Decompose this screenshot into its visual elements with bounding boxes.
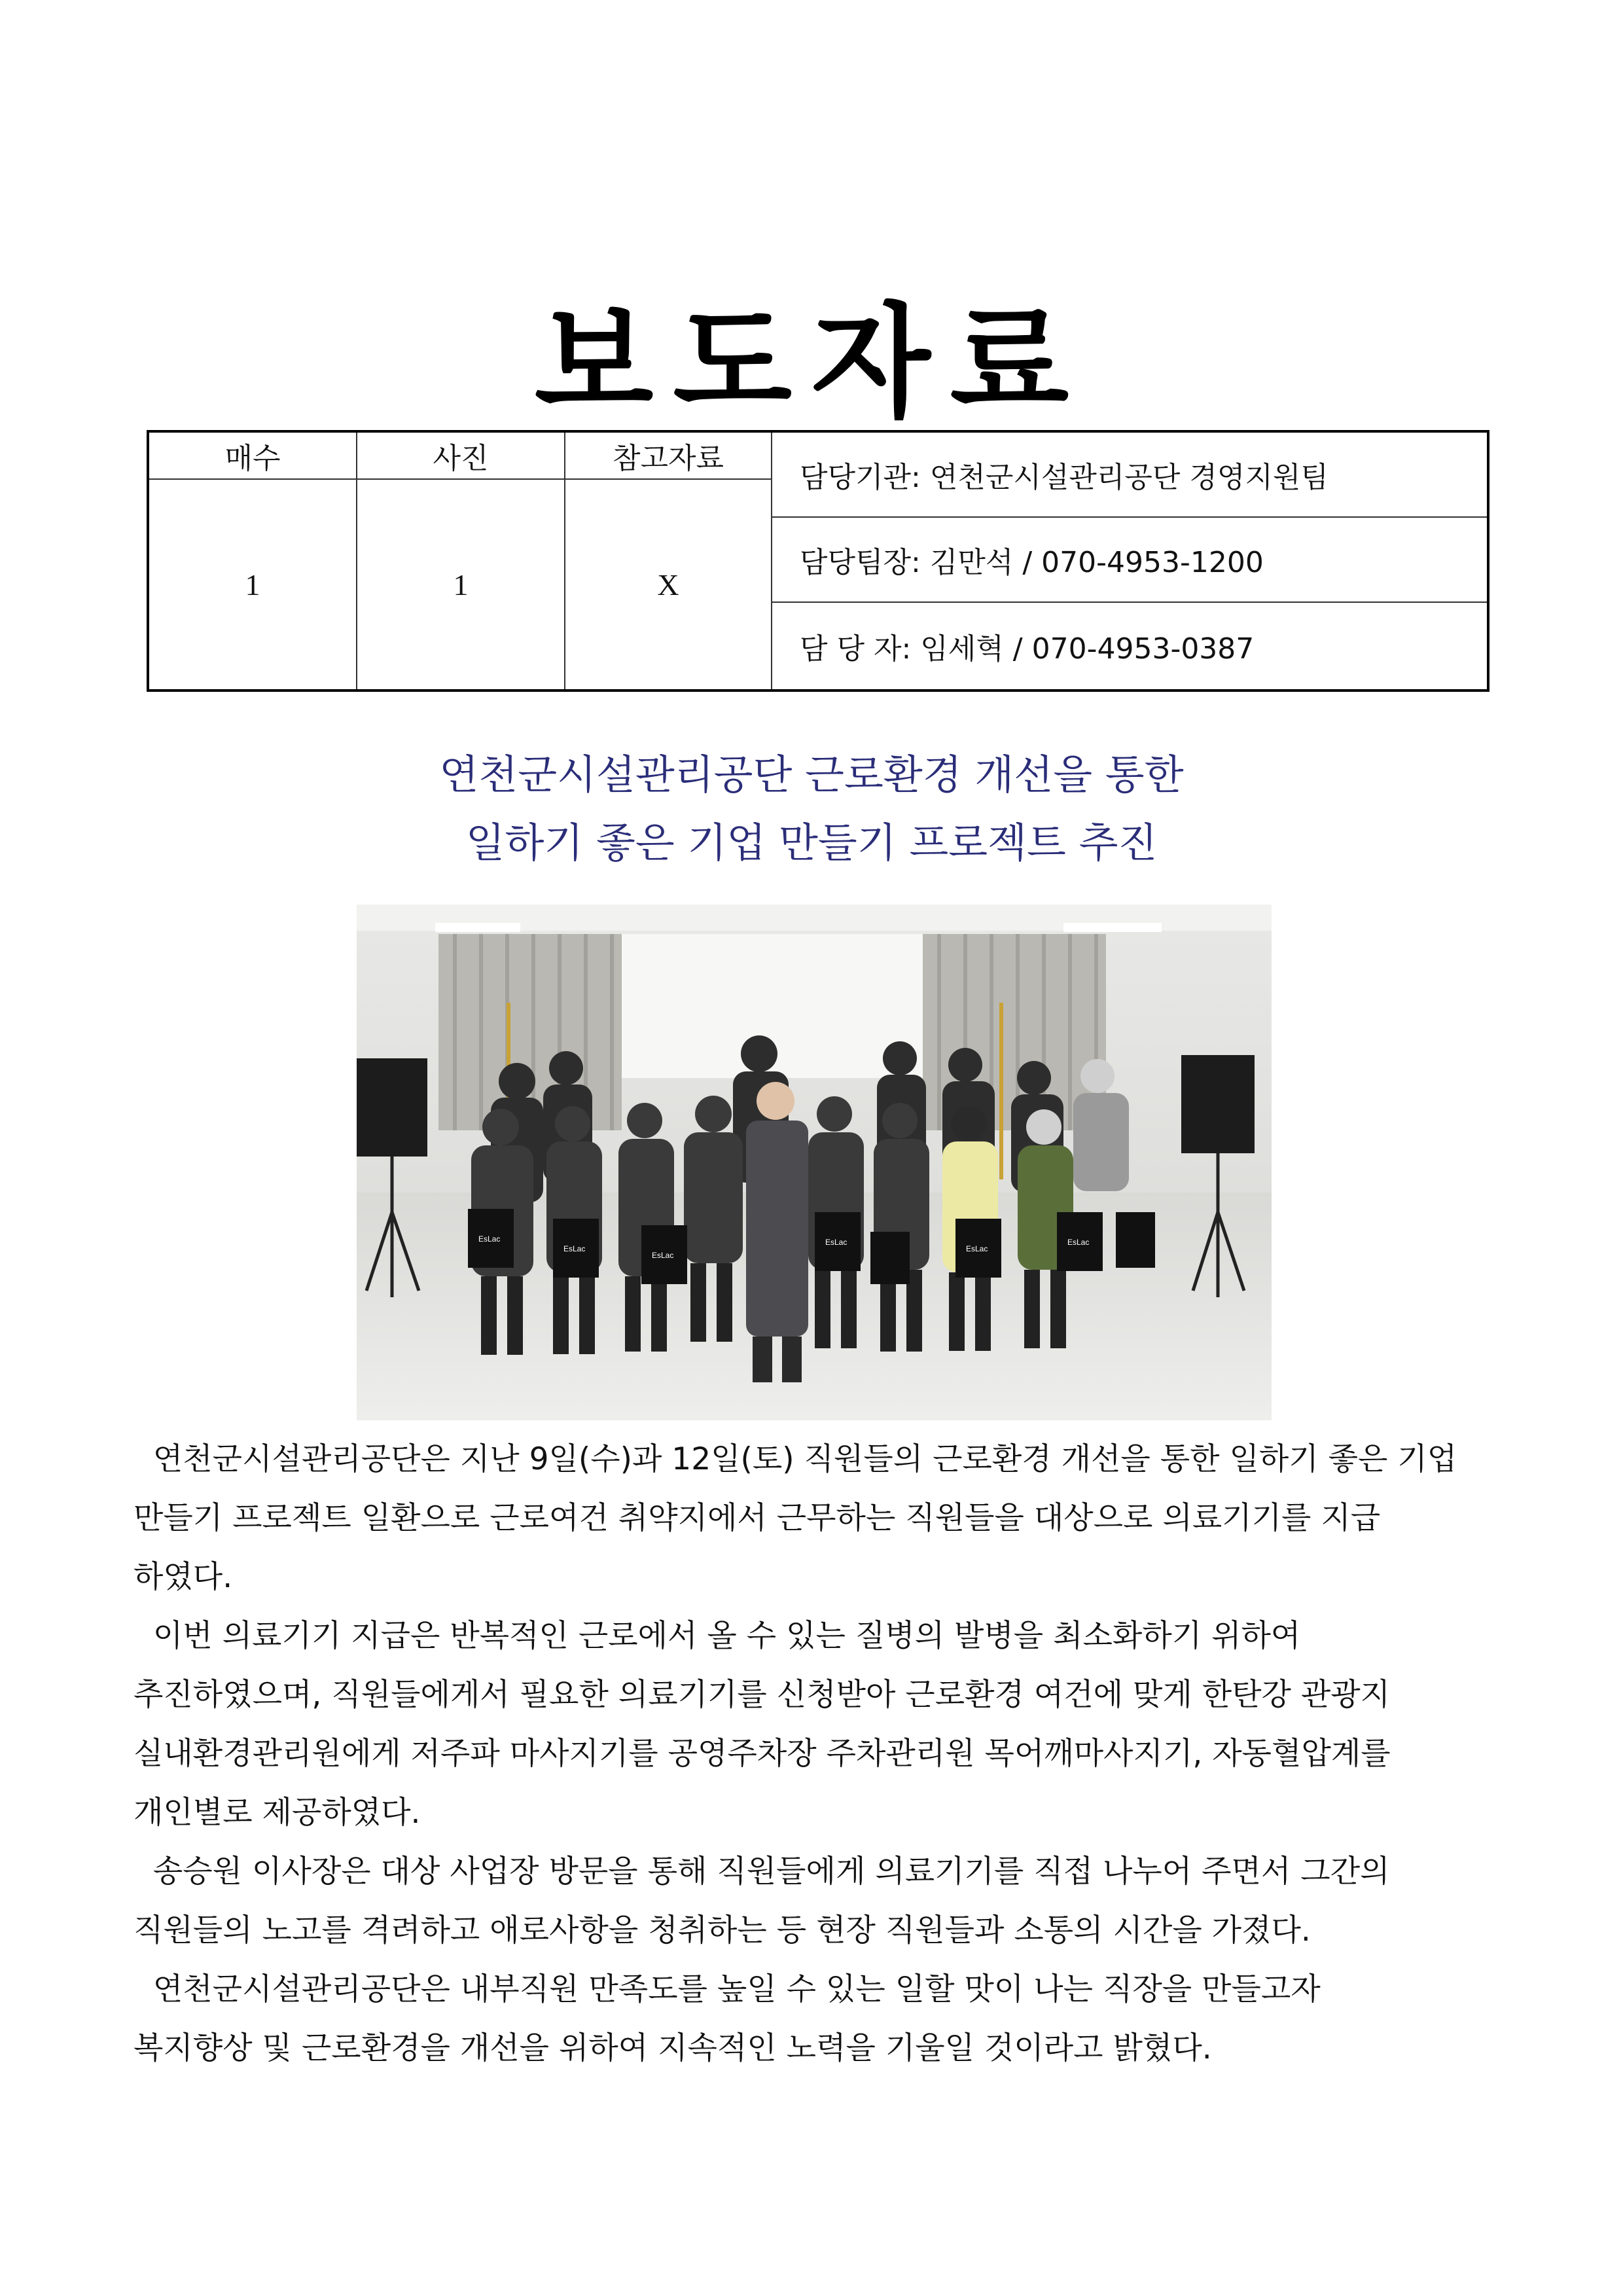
bag-label: EsLac — [652, 1251, 674, 1260]
body-line: 실내환경관리원에게 저주파 마사지기를 공영주차장 주차관리원 목어깨마사지기, 자동혈압계를 — [134, 1736, 1391, 1772]
bag-label: EsLac — [478, 1234, 501, 1244]
body-line: 만들기 프로젝트 일환으로 근로여건 취약지에서 근무하는 직원들을 대상으로 의료기기를 지급 — [134, 1500, 1381, 1536]
headline-line-1: 연천군시설관리공단 근로환경 개선을 통한 — [439, 751, 1184, 798]
body-line: 송승원 이사장은 대상 사업장 방문을 통해 직원들에게 의료기기를 직접 나누어 주면서 그간의 — [134, 1854, 1390, 1890]
body-line: 하였다. — [134, 1559, 233, 1595]
body-line: 연천군시설관리공단은 내부직원 만족도를 높일 수 있는 일할 맛이 나는 직장을 만들고자 — [134, 1971, 1321, 2007]
contact-list — [772, 433, 1487, 689]
bag-label: EsLac — [966, 1244, 988, 1253]
info-table — [147, 430, 1489, 692]
contact-person: 담 당 자: 임세혁 / 070-4953-0387 — [800, 632, 1255, 666]
body-line: 복지향상 및 근로환경을 개선을 위하여 지속적인 노력을 기울일 것이라고 밝혔다. — [134, 2030, 1212, 2066]
page-title: 보도자료 — [534, 290, 1089, 435]
headline — [0, 741, 1623, 877]
bag-label: EsLac — [1067, 1238, 1090, 1247]
body-line: 직원들의 노고를 격려하고 애로사항을 청취하는 등 현장 직원들과 소통의 시간을 가졌다. — [134, 1912, 1311, 1948]
contact-team-lead: 담당팀장: 김만석 / 070-4953-1200 — [772, 518, 1487, 603]
article-body — [134, 1430, 1495, 2078]
group-photo — [357, 905, 1272, 1420]
body-line: 이번 의료기기 지급은 반복적인 근로에서 올 수 있는 질병의 발병을 최소화하기 위하여 — [134, 1618, 1301, 1654]
headline-line-2: 일하기 좋은 기업 만들기 프로젝트 추진 — [465, 819, 1158, 867]
value-references: X — [565, 480, 772, 689]
header-pages: 매수 — [149, 433, 357, 480]
body-line: 개인별로 제공하였다. — [134, 1795, 421, 1831]
count-grid — [149, 433, 772, 689]
header-photos: 사진 — [357, 433, 565, 480]
body-line: 추진하였으며, 직원들에게서 필요한 의료기기를 신청받아 근로환경 여건에 맞게 한탄강 관광지 — [134, 1677, 1391, 1713]
value-pages: 1 — [149, 480, 357, 689]
bag-label: EsLac — [563, 1244, 586, 1253]
header-references: 참고자료 — [565, 433, 772, 480]
bag-label: EsLac — [825, 1238, 847, 1247]
body-line: 연천군시설관리공단은 지난 9일(수)과 12일(토) 직원들의 근로환경 개선을 통한 일하기 좋은 기업 — [134, 1441, 1457, 1477]
value-photos: 1 — [357, 480, 565, 689]
contact-agency: 담당기관: 연천군시설관리공단 경영지원팀 — [772, 433, 1487, 518]
